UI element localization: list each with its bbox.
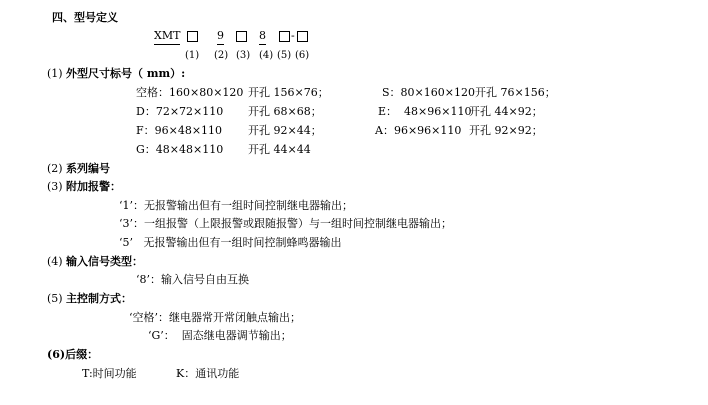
s1-row2-hole: 开孔 68×68； [248, 105, 322, 118]
s6-item-2: K：通讯功能 [176, 367, 240, 380]
s1-row1-hole2: 开孔 76×156； [475, 86, 556, 99]
model-part-2: 9 [217, 29, 224, 45]
s5-num: (5) [47, 292, 63, 305]
s1-row2-hole2: 开孔 44×92； [469, 105, 543, 118]
s1-heading: 外型尺寸标号（ mm）: [66, 67, 186, 80]
s5-item-1: ‘空格’：继电器常开常闭触点输出； [129, 311, 301, 324]
s1-row2-size2: E： 48×96×110 [378, 105, 472, 118]
model-label-1: (1) [185, 50, 200, 61]
model-box-6 [297, 31, 308, 45]
s5-item-2: ‘G’： 固态继电器调节输出； [148, 329, 292, 342]
model-part-4: 8 [259, 29, 266, 45]
s3-item-2: ‘3’：一组报警（上限报警或跟随报警）与一组时间控制继电器输出； [119, 217, 452, 230]
s6-heading: (6)后缀： [47, 348, 99, 361]
s1-num: (1) [47, 67, 63, 80]
s4-heading: 输入信号类型： [66, 255, 143, 268]
s1-row4-hole: 开孔 44×44 [248, 143, 311, 156]
s3-item-1: ‘1’：无报警输出但有一组时间控制继电器输出； [119, 199, 353, 212]
s1-row4-size: G：48×48×110 [136, 143, 224, 156]
model-dash: - [291, 29, 295, 42]
s1-row1-size2: S：80×160×120 [382, 86, 475, 99]
s2-heading: 系列编号 [66, 162, 110, 175]
model-box-1 [187, 31, 198, 45]
model-prefix: XMT [154, 29, 180, 45]
model-box-5 [279, 31, 290, 45]
model-label-2: (2) [214, 50, 229, 61]
s1-row3-hole2: 开孔 92×92； [469, 124, 543, 137]
s2-num: (2) [47, 162, 63, 175]
s1-row3-size2: A：96×96×110 [375, 124, 462, 137]
s1-row1-hole: 开孔 156×76； [248, 86, 329, 99]
s3-num: (3) [47, 180, 63, 193]
s1-row3-hole: 开孔 92×44； [248, 124, 322, 137]
model-label-5: (5) [277, 50, 292, 61]
s3-item-3: ‘5’ 无报警输出但有一组时间控制蜂鸣器输出 [119, 236, 342, 249]
model-box-3 [236, 31, 247, 45]
s3-heading: 附加报警： [66, 180, 121, 193]
s4-item: ‘8’：输入信号自由互换 [136, 273, 249, 286]
section-title: 四、型号定义 [52, 11, 118, 24]
model-label-4: (4) [259, 50, 274, 61]
model-label-6: (6) [295, 50, 310, 61]
s5-heading: 主控制方式： [66, 292, 132, 305]
s1-row2-size: D：72×72×110 [136, 105, 224, 118]
model-label-3: (3) [236, 50, 251, 61]
s6-item-1: T:时间功能 [82, 367, 137, 380]
s1-row1-size: 空格：160×80×120 [136, 86, 244, 99]
s4-num: (4) [47, 255, 63, 268]
s1-row3-size: F：96×48×110 [136, 124, 223, 137]
